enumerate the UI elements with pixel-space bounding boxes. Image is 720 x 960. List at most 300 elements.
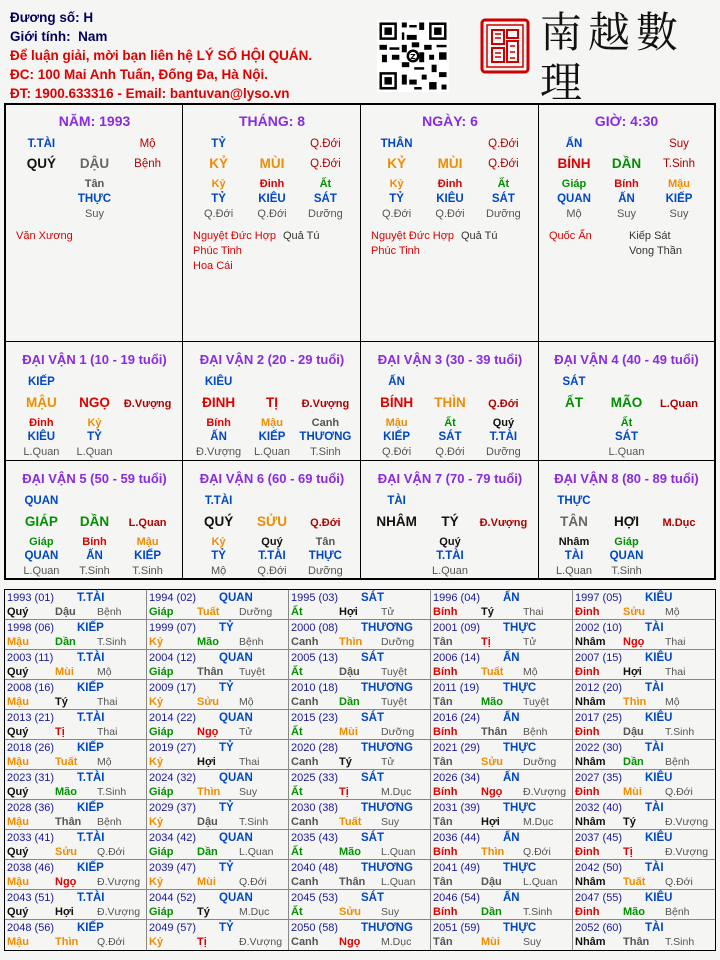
- year-can: Kỷ: [149, 936, 164, 948]
- year-label: 2009 (17): [149, 682, 197, 694]
- year-chi: Sửu: [339, 906, 362, 918]
- dai-van-star: T.TÀI: [204, 495, 233, 507]
- year-can: Quý: [7, 846, 29, 858]
- pillar-can: BÍNH: [557, 156, 591, 171]
- year-chi: Ngọ: [481, 786, 503, 798]
- year-star: TỶ: [219, 742, 234, 754]
- year-cell: [573, 770, 715, 800]
- year-label: 1995 (03): [291, 592, 339, 604]
- dai-van-can: NHÂM: [376, 514, 417, 529]
- year-stage: Tuyệt: [381, 696, 407, 708]
- dai-van-hidden-stem: Giáp: [614, 536, 639, 548]
- year-stage: Thai: [97, 726, 118, 738]
- pillar-cell: [6, 105, 183, 342]
- year-cell: [5, 800, 147, 830]
- year-star: THƯƠNG: [361, 742, 413, 754]
- year-chi: Tị: [197, 936, 207, 948]
- pillar-star-stage: Suy: [669, 138, 689, 150]
- year-cell: [147, 860, 289, 890]
- year-stage: Mộ: [665, 696, 680, 708]
- year-label: 2042 (50): [575, 862, 623, 874]
- year-cell: [5, 830, 147, 860]
- hidden-star: TỶ: [389, 193, 404, 205]
- year-can: Bính: [433, 786, 458, 798]
- duong-so-label: Đương số:: [10, 10, 80, 25]
- year-star: TỶ: [219, 922, 234, 934]
- pillar-can: KỶ: [209, 156, 228, 171]
- year-chi: Thân: [339, 876, 366, 888]
- dai-van-can: TÂN: [560, 514, 588, 529]
- pillar-star-stage: Q.Đới: [488, 138, 519, 150]
- dai-van-star: KIẾP: [27, 376, 55, 388]
- dai-van-hidden-stage: Q.Đới: [381, 446, 412, 458]
- year-label: 2032 (40): [575, 802, 623, 814]
- year-label: 2006 (14): [433, 652, 481, 664]
- pillar-star-stage: Q.Đới: [310, 138, 341, 150]
- dai-van-hidden-star: KIẾP: [383, 431, 411, 443]
- year-chi: Hợi: [623, 666, 642, 678]
- year-star: ẤN: [503, 832, 520, 844]
- year-label: 2029 (37): [149, 802, 197, 814]
- year-cell: [573, 650, 715, 680]
- pillar-chi: MÙI: [259, 156, 285, 171]
- year-star: T.TÀI: [77, 892, 105, 904]
- dai-van-hidden-star: QUAN: [609, 550, 644, 562]
- year-can: Canh: [291, 696, 319, 708]
- year-can: Giáp: [149, 846, 174, 858]
- dai-van-hidden-star: ẤN: [210, 431, 227, 443]
- hidden-stem: Đinh: [437, 178, 463, 190]
- year-chi: Tý: [623, 816, 636, 828]
- year-stage: Q.Đới: [97, 846, 125, 858]
- year-chi: Mão: [339, 846, 361, 858]
- year-chi: Thân: [481, 726, 508, 738]
- year-can: Giáp: [149, 906, 174, 918]
- year-stage: Thai: [523, 606, 544, 618]
- year-can: Nhâm: [575, 816, 606, 828]
- year-can: Ất: [291, 906, 303, 918]
- year-stage: Tuyệt: [239, 666, 265, 678]
- pillar-title: THÁNG: 8: [238, 113, 306, 129]
- hidden-stem: Đinh: [259, 178, 285, 190]
- year-chi: Mùi: [481, 936, 500, 948]
- dai-van-hidden-star: T.TÀI: [436, 550, 464, 562]
- year-stage: Dưỡng: [523, 756, 557, 768]
- hidden-star: KIÊU: [258, 193, 286, 205]
- year-cell: [5, 620, 147, 650]
- extra-star: Hoa Cái: [193, 260, 233, 272]
- year-can: Quý: [7, 726, 29, 738]
- dai-van-hidden-star: T.TÀI: [489, 431, 518, 443]
- year-star: THỰC: [503, 922, 537, 934]
- year-star: ẤN: [503, 592, 520, 604]
- year-can: Tân: [433, 936, 453, 948]
- year-star: KIÊU: [645, 712, 673, 724]
- extra-star: Phúc Tinh: [371, 245, 420, 257]
- year-label: 1998 (06): [7, 622, 55, 634]
- address-line: ĐC: 100 Mai Anh Tuấn, Đống Đa, Hà Nội.: [10, 67, 269, 82]
- year-cell: [289, 800, 431, 830]
- year-stage: Dưỡng: [239, 606, 273, 618]
- dai-van-hidden-stem: Mậu: [136, 536, 159, 548]
- dai-van-hidden-stem: Đinh: [29, 417, 54, 429]
- year-label: 1994 (02): [149, 592, 197, 604]
- header-info: [10, 8, 370, 103]
- year-cell: [147, 890, 289, 920]
- hidden-stage: Dưỡng: [486, 208, 521, 220]
- year-cell: [5, 710, 147, 740]
- svg-text:Z: Z: [410, 51, 416, 61]
- year-label: 2011 (19): [433, 682, 480, 694]
- extra-star-side: Quả Tú: [283, 230, 320, 242]
- year-label: 2037 (45): [575, 832, 623, 844]
- dai-van-chi: NGỌ: [79, 395, 110, 410]
- pillar-cell: [539, 105, 714, 342]
- year-cell: [573, 830, 715, 860]
- year-cell: [431, 620, 573, 650]
- dai-van-hidden-stem: Kỷ: [211, 536, 226, 548]
- year-chi: Tý: [481, 606, 494, 618]
- dai-van-hidden-stage: T.Sinh: [611, 565, 642, 577]
- year-can: Đinh: [575, 666, 600, 678]
- year-stage: Bệnh: [97, 816, 122, 828]
- pillar-star-stage: Mộ: [139, 138, 156, 150]
- dai-van-can: ẤT: [565, 395, 583, 410]
- year-chi: Thân: [197, 666, 224, 678]
- hidden-stage: Q.Đới: [257, 208, 287, 220]
- year-can: Giáp: [149, 786, 174, 798]
- year-chi: Hợi: [55, 906, 74, 918]
- year-can: Tân: [433, 816, 453, 828]
- year-stage: L.Quan: [523, 876, 558, 888]
- red-seal-icon: [480, 18, 530, 74]
- dai-van-chi: MÃO: [610, 395, 643, 410]
- pillar-chi-stage: Q.Đới: [310, 158, 341, 170]
- year-stage: Tử: [239, 726, 253, 738]
- pillar-star: TỶ: [211, 138, 226, 150]
- dai-van-hidden-stage: Q.Đới: [435, 446, 465, 458]
- year-stage: Q.Đới: [523, 846, 551, 858]
- year-can: Canh: [291, 636, 319, 648]
- hidden-star: TỶ: [211, 193, 226, 205]
- year-cell: [431, 740, 573, 770]
- year-cell: [147, 770, 289, 800]
- dai-van-hidden-stem: Quý: [492, 417, 515, 429]
- year-chi: Dậu: [55, 606, 76, 618]
- year-stage: Tử: [523, 636, 537, 648]
- year-label: 2005 (13): [291, 652, 339, 664]
- year-can: Canh: [291, 816, 319, 828]
- dai-van-hidden-stem: Mậu: [261, 417, 283, 429]
- dai-van-cell: [361, 461, 539, 579]
- year-stage: M.Dục: [381, 936, 412, 948]
- year-label: 2028 (36): [7, 802, 55, 814]
- year-chi: Ngọ: [55, 876, 77, 888]
- dai-van-title: ĐẠI VẬN 3 (30 - 39 tuổi): [377, 352, 523, 367]
- year-chi: Thìn: [197, 786, 221, 798]
- dai-van-cell: [183, 342, 361, 461]
- year-can: Nhâm: [575, 936, 606, 948]
- dai-van-star: ẤN: [388, 376, 405, 388]
- year-can: Mậu: [7, 756, 29, 768]
- year-can: Quý: [7, 786, 29, 798]
- year-can: Ất: [291, 846, 303, 858]
- extra-star: Nguyệt Đức Hợp: [371, 230, 455, 242]
- dai-van-star: THỰC: [557, 495, 591, 507]
- qr-code-icon: [377, 20, 449, 92]
- year-can: Đinh: [575, 906, 600, 918]
- duong-so-value: H: [83, 10, 94, 25]
- year-star: ẤN: [503, 892, 520, 904]
- year-star: KIÊU: [645, 832, 673, 844]
- year-cell: [289, 680, 431, 710]
- dai-van-can: ĐINH: [202, 395, 236, 410]
- year-stage: Bệnh: [665, 756, 690, 768]
- year-label: 2030 (38): [291, 802, 339, 814]
- dai-van-hidden-stem: Tân: [315, 536, 336, 548]
- year-chi: Tuất: [197, 606, 220, 618]
- year-can: Nhâm: [575, 876, 606, 888]
- pillar-title: NGÀY: 6: [422, 113, 478, 129]
- year-can: Kỷ: [149, 816, 164, 828]
- dai-van-hidden-stem: Canh: [311, 417, 340, 429]
- year-stage: Q.Đới: [665, 876, 693, 888]
- year-star: THƯƠNG: [361, 802, 413, 814]
- pillar-chi: DẬU: [79, 156, 110, 171]
- year-stage: Đ.Vượng: [97, 906, 141, 918]
- hidden-star: SÁT: [313, 193, 337, 205]
- year-label: 2035 (43): [291, 832, 339, 844]
- year-label: 2019 (27): [149, 742, 197, 754]
- dai-van-cell: [6, 461, 183, 579]
- year-label: 2034 (42): [149, 832, 197, 844]
- year-stage: Mộ: [239, 696, 254, 708]
- year-cell: [147, 740, 289, 770]
- year-star: QUAN: [219, 712, 253, 724]
- year-star: T.TÀI: [77, 832, 105, 844]
- year-cell: [431, 590, 573, 620]
- year-cell: [573, 890, 715, 920]
- year-chi: Tý: [197, 906, 210, 918]
- hidden-stage: Q.Đới: [203, 208, 234, 220]
- dai-van-cell: [539, 461, 714, 579]
- year-stage: T.Sinh: [97, 786, 127, 798]
- contact-line: Để luận giải, mời bạn liên hệ LÝ SỐ HỘI QUÁN.: [10, 48, 313, 63]
- pillar-star: ẤN: [565, 138, 583, 150]
- year-label: 2020 (28): [291, 742, 339, 754]
- year-can: Tân: [433, 756, 453, 768]
- year-star: KIẾP: [77, 802, 104, 814]
- year-star: QUAN: [219, 892, 253, 904]
- dai-van-hidden-star: ẤN: [86, 550, 103, 562]
- year-star: T.TÀI: [77, 592, 105, 604]
- pillar-title: NĂM: 1993: [58, 113, 131, 129]
- year-can: Bính: [433, 726, 458, 738]
- dai-van-hidden-star: SÁT: [438, 431, 462, 443]
- dai-van-hidden-stage: L.Quan: [23, 446, 60, 458]
- pillar-can: KỶ: [387, 156, 406, 171]
- year-label: 1996 (04): [433, 592, 481, 604]
- year-chi: Tuất: [339, 816, 362, 828]
- year-label: 2007 (15): [575, 652, 623, 664]
- extra-star: Văn Xương: [16, 230, 73, 242]
- year-chi: Tị: [623, 846, 633, 858]
- year-can: Đinh: [575, 726, 600, 738]
- year-star: KIẾP: [77, 922, 104, 934]
- year-chi: Dần: [55, 636, 76, 648]
- year-star: QUAN: [219, 772, 253, 784]
- year-chi: Mùi: [623, 786, 642, 798]
- year-stage: T.Sinh: [665, 936, 695, 948]
- dai-van-hidden-stage: Mộ: [210, 565, 227, 577]
- year-label: 2041 (49): [433, 862, 481, 874]
- year-label: 2051 (59): [433, 922, 481, 934]
- year-can: Giáp: [149, 726, 174, 738]
- year-chi: Ngọ: [623, 636, 645, 648]
- year-cell: [431, 920, 573, 950]
- dai-van-hidden-star: SÁT: [615, 431, 638, 443]
- logo-text: 南越數理: [540, 8, 685, 107]
- year-stage: Suy: [239, 786, 258, 798]
- dai-van-hidden-star: THƯƠNG: [299, 431, 352, 443]
- year-star: THỰC: [503, 622, 537, 634]
- dai-van-hidden-stage: Dưỡng: [308, 565, 343, 577]
- year-stage: Bệnh: [523, 726, 548, 738]
- year-star: SÁT: [361, 712, 384, 724]
- year-cell: [289, 890, 431, 920]
- year-cell: [5, 890, 147, 920]
- year-cell: [289, 620, 431, 650]
- year-stage: Mộ: [665, 606, 680, 618]
- year-label: 2050 (58): [291, 922, 339, 934]
- dai-van-hidden-star: TÀI: [564, 550, 584, 562]
- dai-van-hidden-stage: L.Quan: [253, 446, 291, 458]
- year-cell: [431, 770, 573, 800]
- year-star: TỶ: [219, 862, 234, 874]
- year-star: KIẾP: [77, 862, 104, 874]
- year-can: Bính: [433, 906, 458, 918]
- yearly-luck-table: [4, 589, 716, 951]
- hidden-stem: Mậu: [668, 178, 690, 190]
- year-can: Tân: [433, 636, 453, 648]
- dai-van-cell: [183, 461, 361, 579]
- year-chi: Tuất: [481, 666, 504, 678]
- year-label: 2012 (20): [575, 682, 623, 694]
- year-chi: Sửu: [623, 606, 646, 618]
- year-chi: Dần: [197, 846, 218, 858]
- year-cell: [573, 920, 715, 950]
- pillar-star: T.TÀI: [27, 138, 56, 150]
- year-can: Ất: [291, 786, 303, 798]
- year-chi: Hợi: [481, 816, 500, 828]
- year-can: Mậu: [7, 936, 29, 948]
- year-label: 2044 (52): [149, 892, 197, 904]
- dai-van-chi: SỬU: [257, 514, 287, 529]
- year-chi: Tị: [55, 726, 65, 738]
- year-cell: [289, 710, 431, 740]
- gioi-tinh-label: Giới tính:: [10, 29, 71, 44]
- year-chi: Dậu: [623, 726, 644, 738]
- dai-van-hidden-stage: T.Sinh: [132, 565, 163, 577]
- year-can: Tân: [433, 876, 453, 888]
- dai-van-hidden-star: QUAN: [24, 550, 59, 562]
- dai-van-stage: L.Quan: [128, 517, 167, 529]
- year-label: 2010 (18): [291, 682, 339, 694]
- extra-star: Nguyệt Đức Hợp: [193, 230, 277, 242]
- year-cell: [431, 890, 573, 920]
- year-cell: [573, 680, 715, 710]
- year-star: THỰC: [503, 802, 537, 814]
- year-cell: [147, 920, 289, 950]
- year-chi: Thân: [55, 816, 82, 828]
- year-label: 2023 (31): [7, 772, 55, 784]
- year-can: Ất: [291, 666, 303, 678]
- year-can: Canh: [291, 876, 319, 888]
- year-stage: Tuyệt: [381, 666, 407, 678]
- dai-van-hidden-star: KIÊU: [27, 431, 56, 443]
- year-cell: [573, 620, 715, 650]
- year-chi: Mùi: [197, 876, 216, 888]
- year-star: QUAN: [219, 592, 253, 604]
- year-cell: [5, 770, 147, 800]
- dai-van-hidden-stem: Quý: [261, 536, 283, 548]
- year-star: THƯƠNG: [361, 922, 413, 934]
- extra-star-right: Vong Thần: [629, 245, 683, 257]
- chart-grid: [4, 103, 716, 580]
- year-star: TÀI: [645, 742, 664, 754]
- hidden-stage: Suy: [617, 208, 636, 220]
- year-star: SÁT: [361, 652, 384, 664]
- dai-van-hidden-stage: Q.Đới: [257, 565, 287, 577]
- year-can: Bính: [433, 666, 458, 678]
- year-label: 2025 (33): [291, 772, 339, 784]
- year-star: ẤN: [503, 652, 520, 664]
- year-cell: [147, 800, 289, 830]
- year-cell: [289, 770, 431, 800]
- year-chi: Sửu: [481, 756, 504, 768]
- year-cell: [573, 740, 715, 770]
- year-star: THƯƠNG: [361, 622, 413, 634]
- year-label: 2026 (34): [433, 772, 481, 784]
- year-cell: [289, 650, 431, 680]
- year-star: THƯƠNG: [361, 682, 413, 694]
- year-can: Canh: [291, 936, 319, 948]
- year-chi: Sửu: [197, 696, 220, 708]
- year-cell: [5, 860, 147, 890]
- hidden-stage: Q.Đới: [381, 208, 412, 220]
- dai-van-stage: L.Quan: [660, 398, 698, 410]
- year-star: QUAN: [219, 652, 253, 664]
- year-label: 2004 (12): [149, 652, 197, 664]
- year-star: ẤN: [503, 712, 520, 724]
- pillar-can: QUÝ: [26, 156, 57, 171]
- hidden-star: QUAN: [557, 193, 591, 205]
- dai-van-title: ĐẠI VẬN 6 (60 - 69 tuổi): [199, 471, 345, 486]
- dai-van-hidden-star: T.TÀI: [258, 550, 286, 562]
- year-stage: Q.Đới: [239, 876, 267, 888]
- year-cell: [147, 590, 289, 620]
- year-can: Kỷ: [149, 636, 164, 648]
- dai-van-hidden-stage: L.Quan: [555, 565, 593, 577]
- year-stage: Thai: [97, 696, 118, 708]
- year-label: 1997 (05): [575, 592, 623, 604]
- dai-van-hidden-stage: L.Quan: [608, 446, 645, 458]
- year-stage: Q.Đới: [665, 786, 693, 798]
- year-star: THỰC: [503, 862, 537, 874]
- year-chi: Thìn: [339, 636, 363, 648]
- year-stage: Suy: [381, 906, 400, 918]
- year-stage: L.Quan: [239, 846, 274, 858]
